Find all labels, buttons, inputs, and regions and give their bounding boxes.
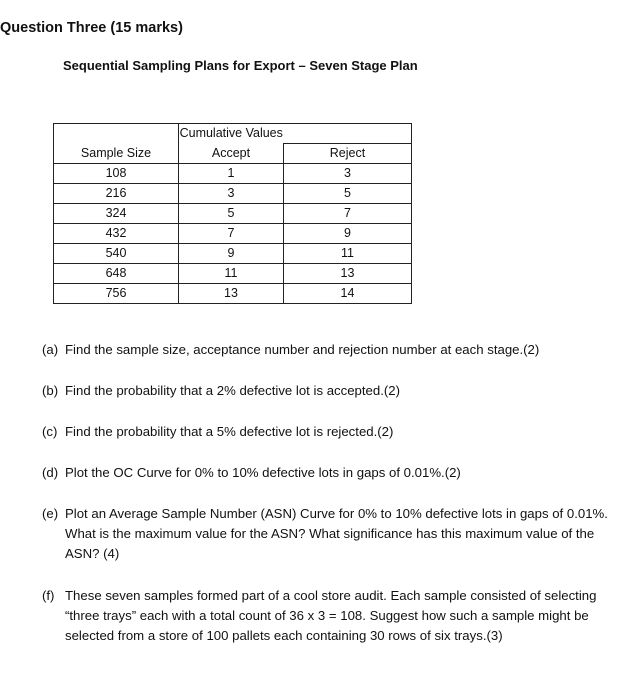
reject-cell: 11 xyxy=(284,244,412,264)
question-label: (b) xyxy=(42,383,59,398)
plan-title: Sequential Sampling Plans for Export – Seven Stage Plan xyxy=(63,58,418,73)
question-heading: Question Three (15 marks) xyxy=(0,20,183,36)
question-text: Find the probability that a 2% defective lot is accepted.(2) xyxy=(65,383,400,398)
reject-cell: 7 xyxy=(284,204,412,224)
table-header-blank-right xyxy=(284,124,412,144)
question-text: Find the sample size, acceptance number and rejection number at each stage.(2) xyxy=(65,342,540,357)
table-row xyxy=(54,224,412,244)
table-header-row xyxy=(54,124,412,144)
question-item-d xyxy=(42,463,617,483)
accept-cell: 3 xyxy=(179,184,284,204)
question-label: (f) xyxy=(42,588,55,603)
question-item-e xyxy=(42,504,617,564)
reject-cell: 5 xyxy=(284,184,412,204)
sample-size-cell: 540 xyxy=(54,244,179,264)
reject-cell: 9 xyxy=(284,224,412,244)
question-item-b xyxy=(42,381,617,401)
sampling-plan-table xyxy=(53,123,412,304)
question-text: Find the probability that a 5% defective lot is rejected.(2) xyxy=(65,424,394,439)
reject-cell: 13 xyxy=(284,264,412,284)
question-label: (e) xyxy=(42,506,59,521)
accept-cell: 11 xyxy=(179,264,284,284)
table-header-blank xyxy=(54,124,179,144)
sample-size-cell: 108 xyxy=(54,164,179,184)
table-row xyxy=(54,244,412,264)
question-label: (c) xyxy=(42,424,58,439)
reject-cell: 14 xyxy=(284,284,412,304)
question-label: (d) xyxy=(42,465,59,480)
sample-size-cell: 432 xyxy=(54,224,179,244)
column-header-reject: Reject xyxy=(284,144,412,164)
accept-cell: 13 xyxy=(179,284,284,304)
sample-size-cell: 216 xyxy=(54,184,179,204)
column-header-sample-size: Sample Size xyxy=(54,144,179,164)
question-item-a xyxy=(42,340,617,360)
sample-size-cell: 648 xyxy=(54,264,179,284)
table-column-header-row xyxy=(54,144,412,164)
question-label: (a) xyxy=(42,342,59,357)
accept-cell: 7 xyxy=(179,224,284,244)
accept-cell: 5 xyxy=(179,204,284,224)
question-item-c xyxy=(42,422,617,442)
table-row xyxy=(54,164,412,184)
table-row xyxy=(54,184,412,204)
question-list xyxy=(42,340,617,646)
question-text: Plot an Average Sample Number (ASN) Curve for 0% to 10% defective lots in gaps of 0.01%. What is the maximum value for the ASN? What significance has this maximum value of the ASN? (4) xyxy=(65,506,608,561)
reject-cell: 3 xyxy=(284,164,412,184)
sample-size-cell: 324 xyxy=(54,204,179,224)
table-row xyxy=(54,284,412,304)
table-row xyxy=(54,264,412,284)
accept-cell: 1 xyxy=(179,164,284,184)
accept-cell: 9 xyxy=(179,244,284,264)
question-text: Plot the OC Curve for 0% to 10% defective lots in gaps of 0.01%.(2) xyxy=(65,465,461,480)
sample-size-cell: 756 xyxy=(54,284,179,304)
table-row xyxy=(54,204,412,224)
column-header-accept: Accept xyxy=(179,144,284,164)
question-item-f xyxy=(42,586,617,646)
question-text: These seven samples formed part of a cool store audit. Each sample consisted of selecting “three trays” each with a total count of 36 x 3 = 108. Suggest how such a sample might be selected from a store of 100 pallets each containing 30 rows of six trays.(3) xyxy=(65,588,597,643)
cumulative-values-header: Cumulative Values xyxy=(179,124,284,144)
